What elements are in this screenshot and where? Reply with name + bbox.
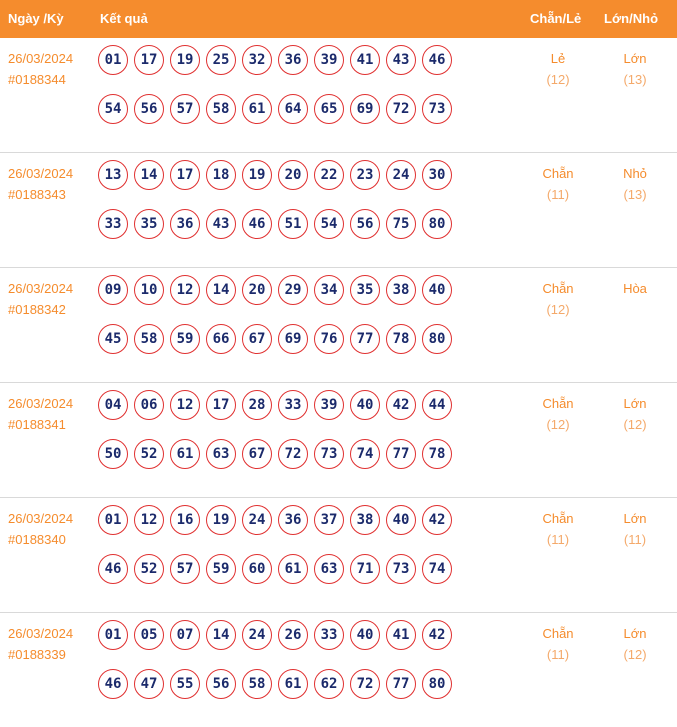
number-ball: 36 [278,505,308,535]
draw-info [8,48,73,90]
table-row [0,498,677,613]
number-ball: 14 [206,620,236,650]
number-ball: 17 [206,390,236,420]
table-row [0,153,677,268]
draw-date: 26/03/2024 [8,626,74,641]
number-ball: 24 [242,620,272,650]
number-ball: 12 [170,275,200,305]
ball-line [98,390,478,423]
number-ball: 56 [350,209,380,239]
result-balls [98,45,478,143]
number-ball: 06 [134,390,164,420]
number-ball: 28 [242,390,272,420]
even-odd-stat [528,393,588,435]
result-balls [98,620,478,718]
big-small-label: Lớn [623,626,647,641]
number-ball: 59 [170,324,200,354]
number-ball: 54 [98,94,128,124]
big-small-label: Lớn [623,396,647,411]
number-ball: 22 [314,160,344,190]
number-ball: 72 [278,439,308,469]
header-big-small: Lớn/Nhỏ [604,11,659,26]
number-ball: 29 [278,275,308,305]
number-ball: 63 [206,439,236,469]
number-ball: 73 [314,439,344,469]
ball-line [98,94,478,127]
draw-id[interactable]: #0188341 [8,417,66,432]
big-small-label: Hòa [623,281,647,296]
number-ball: 55 [170,669,200,699]
draw-id[interactable]: #0188340 [8,532,66,547]
even-odd-label: Chẵn [542,281,574,296]
number-ball: 40 [350,620,380,650]
number-ball: 65 [314,94,344,124]
number-ball: 35 [134,209,164,239]
number-ball: 16 [170,505,200,535]
ball-line [98,209,478,242]
number-ball: 36 [278,45,308,75]
table-row [0,613,677,727]
draw-info [8,623,73,665]
ball-line [98,554,478,587]
table-header [0,0,677,38]
number-ball: 80 [422,669,452,699]
number-ball: 80 [422,209,452,239]
number-ball: 72 [350,669,380,699]
big-small-label: Lớn [623,511,647,526]
even-odd-label: Chẵn [542,511,574,526]
number-ball: 33 [278,390,308,420]
number-ball: 01 [98,620,128,650]
number-ball: 05 [134,620,164,650]
number-ball: 46 [98,669,128,699]
even-odd-count: (12) [546,302,570,317]
number-ball: 30 [422,160,452,190]
number-ball: 40 [350,390,380,420]
number-ball: 32 [242,45,272,75]
number-ball: 61 [242,94,272,124]
number-ball: 25 [206,45,236,75]
number-ball: 80 [422,324,452,354]
number-ball: 64 [278,94,308,124]
number-ball: 26 [278,620,308,650]
number-ball: 61 [278,554,308,584]
even-odd-stat [528,278,588,320]
big-small-stat [605,163,665,205]
number-ball: 45 [98,324,128,354]
number-ball: 33 [98,209,128,239]
result-balls [98,160,478,258]
number-ball: 54 [314,209,344,239]
number-ball: 72 [386,94,416,124]
number-ball: 38 [350,505,380,535]
number-ball: 63 [314,554,344,584]
number-ball: 77 [386,439,416,469]
number-ball: 56 [134,94,164,124]
number-ball: 52 [134,439,164,469]
even-odd-count: (12) [546,72,570,87]
header-even-odd: Chẵn/Lẻ [530,11,582,26]
even-odd-label: Chẵn [542,626,574,641]
number-ball: 50 [98,439,128,469]
number-ball: 71 [350,554,380,584]
number-ball: 42 [422,505,452,535]
big-small-stat [605,508,665,550]
number-ball: 13 [98,160,128,190]
number-ball: 17 [170,160,200,190]
big-small-stat [605,623,665,665]
number-ball: 46 [242,209,272,239]
number-ball: 07 [170,620,200,650]
even-odd-count: (11) [546,187,570,202]
big-small-count: (13) [623,187,647,202]
number-ball: 41 [386,620,416,650]
number-ball: 14 [134,160,164,190]
big-small-label: Nhỏ [623,166,647,181]
big-small-count: (11) [623,532,647,547]
number-ball: 01 [98,505,128,535]
number-ball: 52 [134,554,164,584]
draw-info [8,508,73,550]
number-ball: 57 [170,94,200,124]
ball-line [98,324,478,357]
number-ball: 66 [206,324,236,354]
number-ball: 73 [386,554,416,584]
number-ball: 34 [314,275,344,305]
number-ball: 18 [206,160,236,190]
draw-id[interactable]: #0188343 [8,187,66,202]
number-ball: 67 [242,324,272,354]
number-ball: 60 [242,554,272,584]
number-ball: 36 [170,209,200,239]
even-odd-stat [528,623,588,665]
ball-line [98,439,478,472]
number-ball: 24 [242,505,272,535]
number-ball: 38 [386,275,416,305]
number-ball: 20 [242,275,272,305]
even-odd-label: Chẵn [542,166,574,181]
number-ball: 59 [206,554,236,584]
number-ball: 35 [350,275,380,305]
number-ball: 46 [422,45,452,75]
even-odd-stat [528,163,588,205]
draw-id[interactable]: #0188342 [8,302,66,317]
number-ball: 46 [98,554,128,584]
ball-line [98,669,478,702]
number-ball: 42 [386,390,416,420]
draw-date: 26/03/2024 [8,396,74,411]
even-odd-count: (12) [546,417,570,432]
result-balls [98,505,478,603]
number-ball: 69 [278,324,308,354]
even-odd-stat [528,48,588,90]
number-ball: 51 [278,209,308,239]
number-ball: 10 [134,275,164,305]
number-ball: 19 [242,160,272,190]
number-ball: 19 [206,505,236,535]
draw-id[interactable]: #0188339 [8,647,66,662]
big-small-count: (12) [623,647,647,662]
big-small-count: (12) [623,417,647,432]
even-odd-count: (11) [546,647,570,662]
number-ball: 19 [170,45,200,75]
ball-line [98,275,478,308]
number-ball: 04 [98,390,128,420]
header-date: Ngày /Kỳ [8,11,64,26]
table-row [0,383,677,498]
ball-line [98,505,478,538]
even-odd-count: (11) [546,532,570,547]
ball-line [98,45,478,78]
number-ball: 67 [242,439,272,469]
header-result: Kết quả [100,11,148,26]
number-ball: 62 [314,669,344,699]
number-ball: 77 [350,324,380,354]
number-ball: 69 [350,94,380,124]
number-ball: 12 [134,505,164,535]
result-balls [98,390,478,488]
draw-date: 26/03/2024 [8,511,74,526]
result-balls [98,275,478,373]
number-ball: 43 [206,209,236,239]
even-odd-label: Chẵn [542,396,574,411]
number-ball: 20 [278,160,308,190]
number-ball: 01 [98,45,128,75]
draw-id[interactable]: #0188344 [8,72,66,87]
number-ball: 74 [422,554,452,584]
number-ball: 37 [314,505,344,535]
number-ball: 43 [386,45,416,75]
number-ball: 56 [206,669,236,699]
ball-line [98,160,478,193]
big-small-stat [605,48,665,90]
draw-date: 26/03/2024 [8,281,74,296]
number-ball: 33 [314,620,344,650]
big-small-label: Lớn [623,51,647,66]
draw-date: 26/03/2024 [8,51,74,66]
big-small-count: (13) [623,72,647,87]
draw-info [8,393,73,435]
number-ball: 61 [170,439,200,469]
draw-date: 26/03/2024 [8,166,74,181]
number-ball: 41 [350,45,380,75]
number-ball: 14 [206,275,236,305]
number-ball: 75 [386,209,416,239]
ball-line [98,620,478,653]
number-ball: 73 [422,94,452,124]
number-ball: 78 [386,324,416,354]
even-odd-stat [528,508,588,550]
number-ball: 17 [134,45,164,75]
big-small-stat [605,393,665,435]
draw-info [8,163,73,205]
number-ball: 39 [314,45,344,75]
number-ball: 40 [386,505,416,535]
number-ball: 58 [242,669,272,699]
number-ball: 40 [422,275,452,305]
draw-info [8,278,73,320]
number-ball: 47 [134,669,164,699]
table-row [0,268,677,383]
number-ball: 42 [422,620,452,650]
number-ball: 44 [422,390,452,420]
table-row [0,38,677,153]
number-ball: 58 [206,94,236,124]
even-odd-label: Lẻ [550,51,566,66]
number-ball: 23 [350,160,380,190]
number-ball: 12 [170,390,200,420]
table-body [0,38,677,727]
number-ball: 57 [170,554,200,584]
number-ball: 39 [314,390,344,420]
number-ball: 76 [314,324,344,354]
number-ball: 74 [350,439,380,469]
number-ball: 58 [134,324,164,354]
number-ball: 78 [422,439,452,469]
number-ball: 77 [386,669,416,699]
number-ball: 61 [278,669,308,699]
big-small-stat [605,278,665,299]
number-ball: 24 [386,160,416,190]
number-ball: 09 [98,275,128,305]
